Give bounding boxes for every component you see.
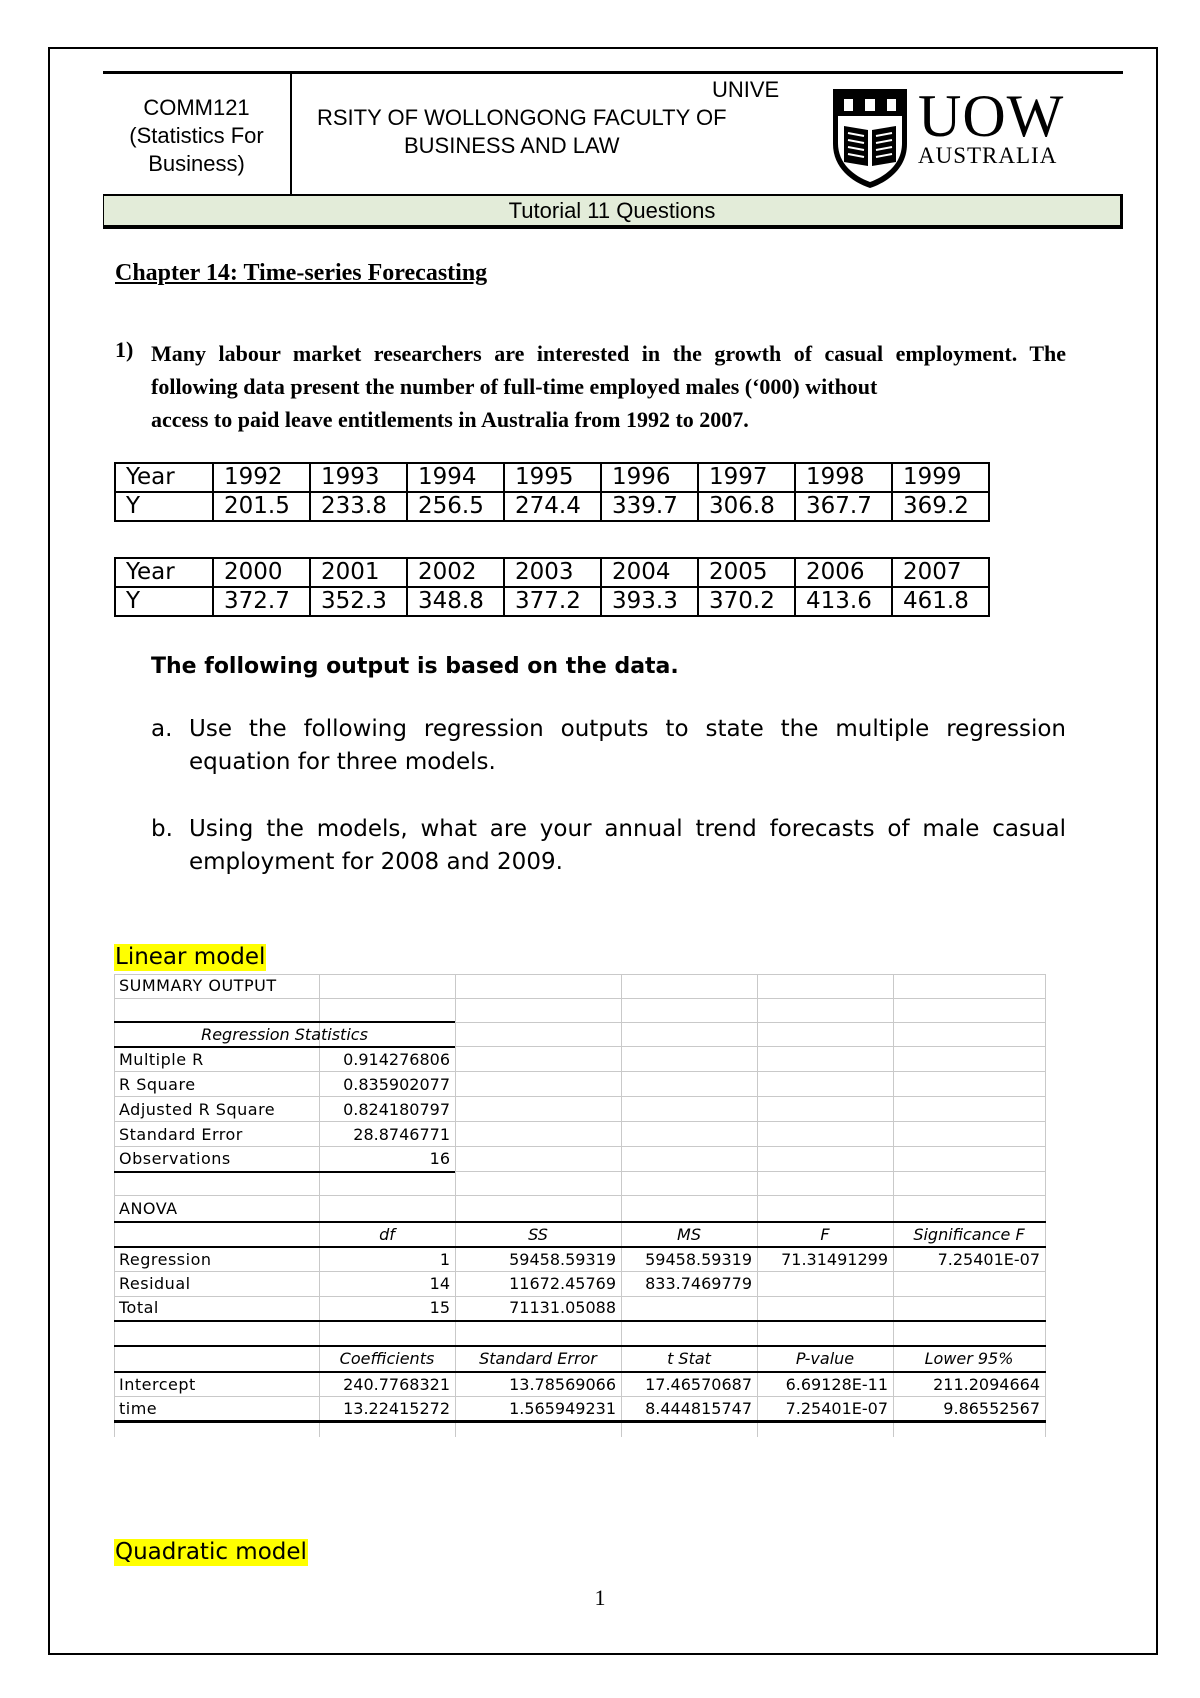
question-number: 1)	[115, 337, 134, 362]
year-cell: 1992	[213, 463, 310, 492]
course-code	[103, 94, 290, 178]
year-label: Year	[115, 463, 213, 492]
coef-cell: 6.69128E-11	[785, 1375, 888, 1394]
anova-cell: 59458.59319	[645, 1250, 752, 1269]
anova-cell: 7.25401E-07	[937, 1250, 1040, 1269]
stat-label: Multiple R	[119, 1050, 204, 1069]
anova-title: ANOVA	[119, 1199, 178, 1218]
anova-header: Significance F	[913, 1225, 1025, 1244]
coef-header: t Stat	[667, 1349, 711, 1368]
coef-cell: 9.86552567	[943, 1399, 1040, 1418]
y-cell: 256.5	[407, 492, 504, 521]
year-cell: 1995	[504, 463, 601, 492]
gridline	[114, 1195, 1046, 1196]
subquestion-text: Using the models, what are your annual trend forecasts of male casual employment for 2008 and 2009.	[189, 816, 1066, 875]
y-cell: 370.2	[698, 587, 795, 616]
uni-line-2: RSITY OF WOLLONGONG FACULTY OF	[317, 105, 727, 130]
year-cell: 1994	[407, 463, 504, 492]
uow-logo-wordmark: UOW	[918, 83, 1065, 149]
y-cell: 306.8	[698, 492, 795, 521]
anova-cell: 71.31491299	[781, 1250, 888, 1269]
subquestion-marker: a.	[151, 716, 173, 742]
stat-label: Observations	[119, 1149, 231, 1168]
chapter-heading: Chapter 14: Time-series Forecasting	[115, 260, 488, 286]
coef-row-label: time	[119, 1399, 158, 1418]
coef-header: Coefficients	[339, 1349, 435, 1368]
coef-cell: 13.78569066	[509, 1375, 616, 1394]
page-number: 1	[594, 1585, 606, 1610]
tutorial-title-bar	[103, 194, 1123, 229]
year-label: Year	[115, 558, 213, 587]
stat-label: Adjusted R Square	[119, 1100, 276, 1119]
uni-line-3: BUSINESS AND LAW	[404, 133, 620, 158]
year-cell: 2006	[795, 558, 892, 587]
rule	[114, 1320, 1046, 1322]
question-text-main: Many labour market researchers are interested in the growth of casual employment. The following data present the number of full-time employed males (‘000) without	[151, 341, 1066, 399]
coef-header: Standard Error	[479, 1349, 597, 1368]
stat-value: 0.824180797	[343, 1100, 450, 1119]
year-cell: 2002	[407, 558, 504, 587]
coef-header: P-value	[795, 1349, 855, 1368]
course-line-2: (Statistics For	[129, 123, 264, 148]
y-cell: 348.8	[407, 587, 504, 616]
gridline	[114, 1096, 1046, 1097]
header-top-rule	[103, 71, 1123, 74]
anova-header: df	[379, 1225, 395, 1244]
y-cell: 413.6	[795, 587, 892, 616]
year-table-1	[114, 462, 990, 522]
year-table-2	[114, 557, 990, 617]
anova-header: SS	[528, 1225, 548, 1244]
stat-label: Standard Error	[119, 1125, 243, 1144]
stat-value: 0.914276806	[343, 1050, 450, 1069]
year-cell: 2007	[892, 558, 989, 587]
question-text	[151, 337, 1066, 436]
uow-logo-subtitle: AUSTRALIA	[918, 143, 1058, 168]
year-cell: 2001	[310, 558, 407, 587]
anova-header: MS	[677, 1225, 701, 1244]
anova-row-label: Residual	[119, 1274, 191, 1293]
gridline	[114, 1146, 1046, 1147]
gridline	[114, 998, 1046, 999]
summary-output-title: SUMMARY OUTPUT	[119, 976, 277, 995]
coef-cell: 17.46570687	[645, 1375, 752, 1394]
coef-cell: 7.25401E-07	[785, 1399, 888, 1418]
year-cell: 2005	[698, 558, 795, 587]
stat-value: 28.8746771	[353, 1125, 450, 1144]
coef-row-label: Intercept	[119, 1375, 196, 1394]
coef-cell: 240.7768321	[343, 1375, 450, 1394]
year-cell: 1997	[698, 463, 795, 492]
stat-value: 16	[429, 1149, 450, 1168]
gridline	[114, 1071, 1046, 1072]
anova-cell: 1	[439, 1250, 450, 1269]
y-cell: 377.2	[504, 587, 601, 616]
year-cell: 1998	[795, 463, 892, 492]
y-cell: 339.7	[601, 492, 698, 521]
question-text-last: access to paid leave entitlements in Australia from 1992 to 2007.	[151, 407, 749, 432]
y-cell: 372.7	[213, 587, 310, 616]
course-line-3: Business)	[148, 151, 245, 176]
quadratic-model-label: Quadratic model	[115, 1539, 307, 1565]
coef-cell: 211.2094664	[933, 1375, 1040, 1394]
y-cell: 393.3	[601, 587, 698, 616]
y-cell: 201.5	[213, 492, 310, 521]
coef-cell: 8.444815747	[645, 1399, 752, 1418]
y-label: Y	[115, 492, 213, 521]
coef-cell: 13.22415272	[343, 1399, 450, 1418]
subquestion-text: Use the following regression outputs to state the multiple regression equation for three models.	[189, 716, 1066, 775]
rule	[114, 1171, 455, 1173]
anova-row-label: Regression	[119, 1250, 212, 1269]
uni-line-1: UNIVE	[712, 77, 780, 102]
header-divider	[290, 73, 292, 194]
course-line-1: COMM121	[143, 95, 250, 120]
year-cell: 2003	[504, 558, 601, 587]
output-intro: The following output is based on the data.	[151, 654, 679, 679]
regression-statistics-title: Regression Statistics	[201, 1025, 368, 1044]
year-cell: 1996	[601, 463, 698, 492]
anova-cell: 11672.45769	[509, 1274, 616, 1293]
year-cell: 2000	[213, 558, 310, 587]
y-cell: 369.2	[892, 492, 989, 521]
tutorial-title: Tutorial 11 Questions	[508, 198, 716, 223]
y-cell: 233.8	[310, 492, 407, 521]
anova-cell: 14	[429, 1274, 450, 1293]
stat-label: R Square	[119, 1075, 196, 1094]
subquestion-marker: b.	[151, 816, 173, 842]
anova-cell: 833.7469779	[645, 1274, 752, 1293]
regression-output-linear	[114, 974, 1046, 1437]
uow-crest-icon	[830, 86, 910, 190]
gridline	[1045, 974, 1046, 1437]
anova-row-label: Total	[119, 1298, 159, 1317]
y-label: Y	[115, 587, 213, 616]
y-cell: 461.8	[892, 587, 989, 616]
year-cell: 2004	[601, 558, 698, 587]
anova-cell: 15	[429, 1298, 450, 1317]
y-cell: 352.3	[310, 587, 407, 616]
year-cell: 1993	[310, 463, 407, 492]
anova-cell: 71131.05088	[509, 1298, 616, 1317]
coef-cell: 1.565949231	[509, 1399, 616, 1418]
coef-header: Lower 95%	[924, 1349, 1014, 1368]
anova-header: F	[820, 1225, 830, 1244]
anova-cell: 59458.59319	[509, 1250, 616, 1269]
y-cell: 367.7	[795, 492, 892, 521]
y-cell: 274.4	[504, 492, 601, 521]
linear-model-label: Linear model	[115, 944, 266, 970]
year-cell: 1999	[892, 463, 989, 492]
stat-value: 0.835902077	[343, 1075, 450, 1094]
